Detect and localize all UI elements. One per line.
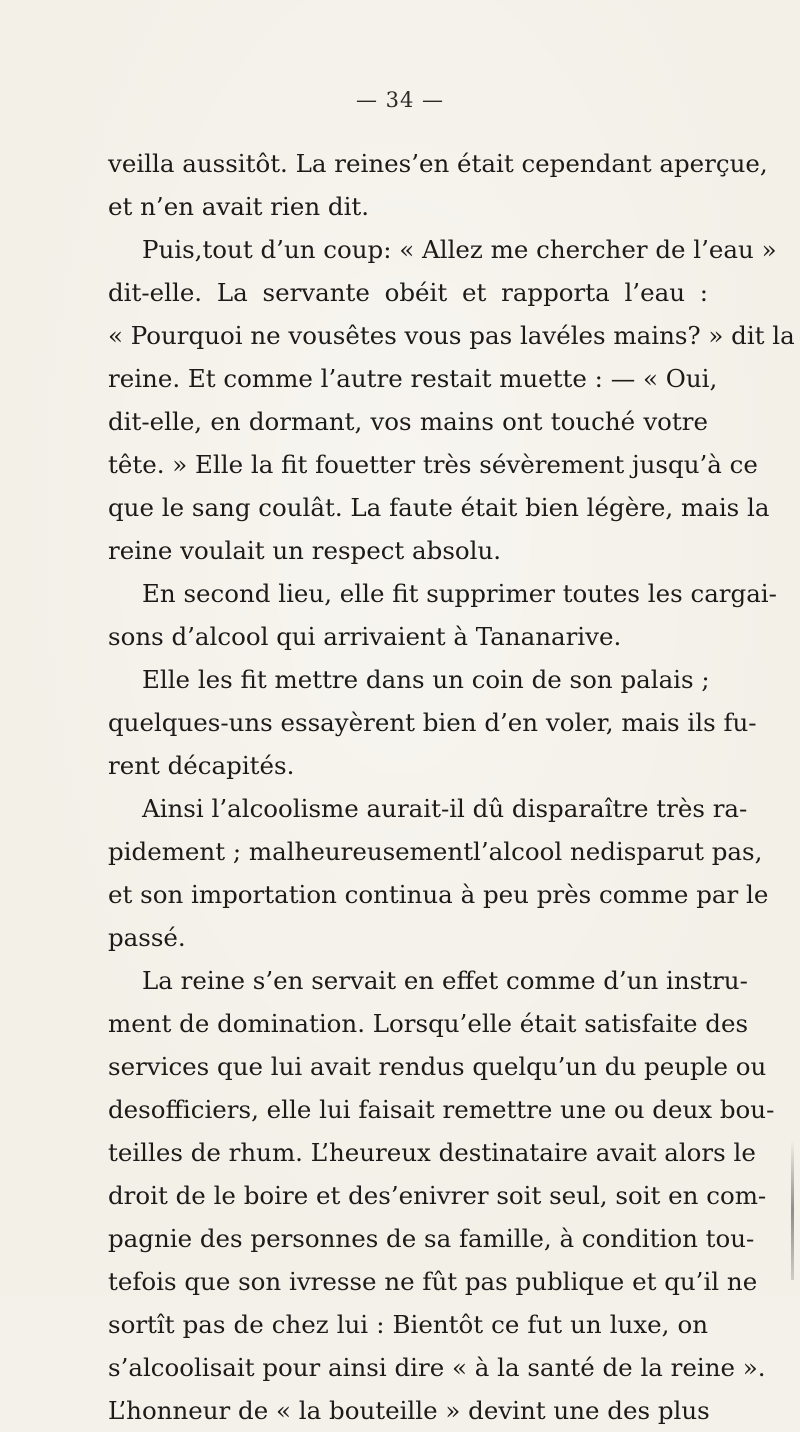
text-line: L’honneur de « la bouteille » devint une des plus xyxy=(108,1396,710,1425)
text-line: Ainsi l’alcoolisme aurait-il dû disparaître très ra- xyxy=(142,794,748,823)
text-line: pidement ; malheureusementl’alcool nedisparut pas, xyxy=(108,837,763,866)
text-line: sortît pas de chez lui : Bientôt ce fut un luxe, on xyxy=(108,1310,708,1339)
text-line: services que lui avait rendus quelqu’un du peuple ou xyxy=(108,1052,767,1081)
text-line: et n’en avait rien dit. xyxy=(108,192,370,221)
text-line: s’alcoolisait pour ainsi dire « à la santé de la reine ». xyxy=(108,1353,766,1382)
text-line: Puis,tout d’un coup: « Allez me chercher de l’eau » xyxy=(142,235,777,264)
page-number: — 34 — xyxy=(355,88,445,112)
text-line: tefois que son ivresse ne fût pas publique et qu’il ne xyxy=(108,1267,758,1296)
text-line: reine voulait un respect absolu. xyxy=(108,536,502,565)
text-line: que le sang coulât. La faute était bien légère, mais la xyxy=(108,493,770,522)
text-line: dit-elle. La servante obéit et rapporta l’eau : xyxy=(108,278,708,307)
text-line: dit-elle, en dormant, vos mains ont touché votre xyxy=(108,407,708,436)
text-line: sons d’alcool qui arrivaient à Tananarive. xyxy=(108,622,622,651)
text-line: tête. » Elle la fit fouetter très sévèrement jusqu’à ce xyxy=(108,450,758,479)
text-line: reine. Et comme l’autre restait muette : — « Oui, xyxy=(108,364,718,393)
text-line: ment de domination. Lorsqu’elle était satisfaite des xyxy=(108,1009,749,1038)
page-edge-shadow xyxy=(791,1140,794,1280)
text-line: teilles de rhum. L’heureux destinataire avait alors le xyxy=(108,1138,756,1167)
text-line: La reine s’en servait en effet comme d’un instru- xyxy=(142,966,748,995)
text-line: droit de le boire et des’enivrer soit seul, soit en com- xyxy=(108,1181,767,1210)
text-line: En second lieu, elle fit supprimer toutes les cargai- xyxy=(142,579,777,608)
text-line: Elle les fit mettre dans un coin de son palais ; xyxy=(142,665,710,694)
text-line: et son importation continua à peu près comme par le xyxy=(108,880,769,909)
text-line: pagnie des personnes de sa famille, à condition tou- xyxy=(108,1224,755,1253)
body-text xyxy=(108,142,795,1432)
text-line: veilla aussitôt. La reines’en était cependant aperçue, xyxy=(108,149,768,178)
text-line: « Pourquoi ne vousêtes vous pas lavéles mains? » dit la xyxy=(108,321,795,350)
text-line: passé. xyxy=(108,923,186,952)
text-line: desofficiers, elle lui faisait remettre une ou deux bou- xyxy=(108,1095,775,1124)
text-line: rent décapités. xyxy=(108,751,295,780)
text-line: quelques-uns essayèrent bien d’en voler, mais ils fu- xyxy=(108,708,757,737)
